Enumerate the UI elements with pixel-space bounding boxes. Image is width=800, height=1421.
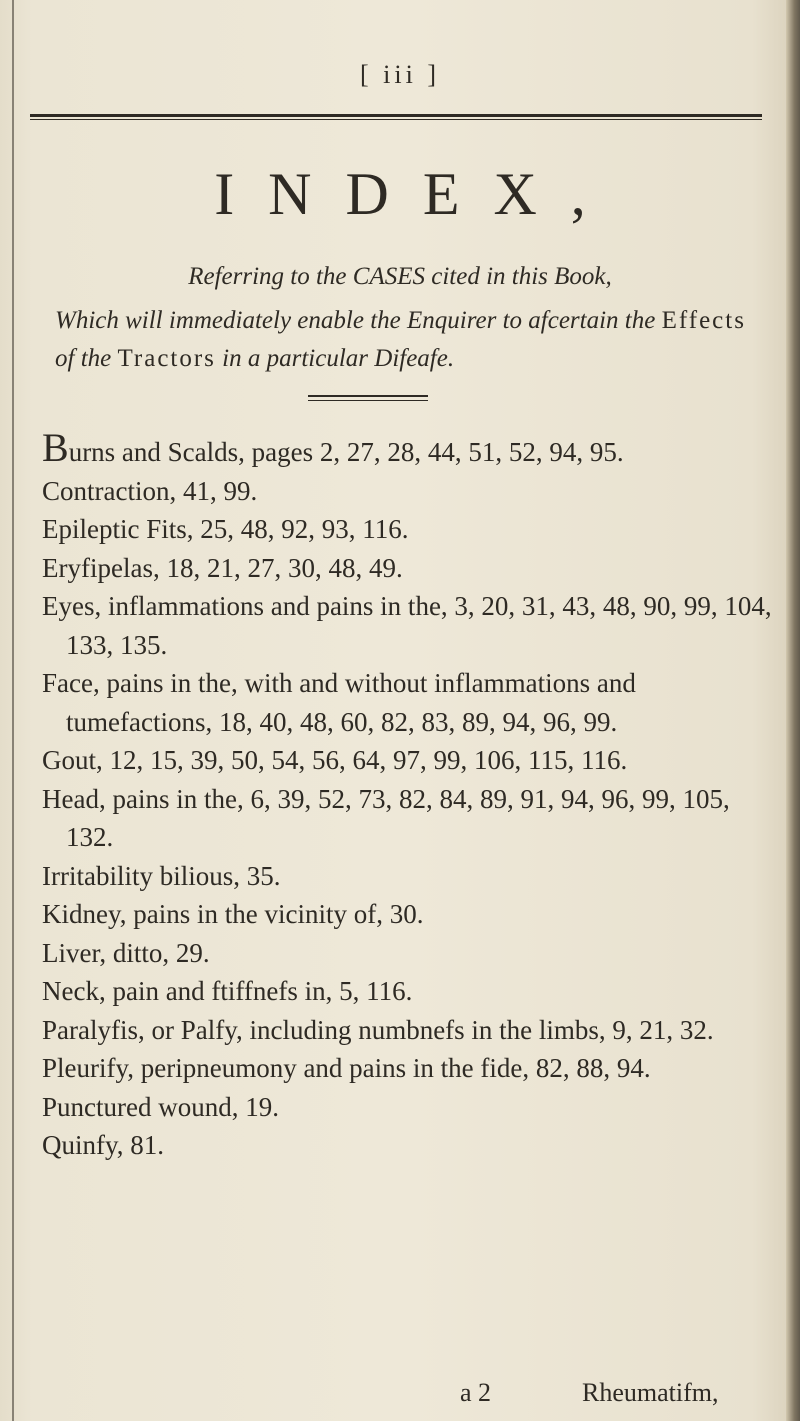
index-entry-eryfipelas: Eryfipelas, 18, 21, 27, 30, 48, 49. [42,552,403,583]
index-entry-irritability: Irritability bilious, 35. [42,860,281,891]
index-entry-epileptic-fits: Epileptic Fits, 25, 48, 92, 93, 116. [42,514,409,544]
subtitle-part-c: in a particular Difeafe. [215,345,455,372]
index-entry-gout: Gout, 12, 15, 39, 50, 54, 56, 64, 97, 99, 106, 115, 116. [42,745,628,775]
index-entry-quinfy: Quinfy, 81. [42,1130,164,1160]
index-entry-punctured-wound: Punctured wound, 19. [42,1091,279,1122]
index-entry-paralyfis: Paralyfis, or Palfy, including numbnefs in the limbs, 9, 21, 32. [42,1014,714,1045]
top-rule [30,114,762,120]
signature-mark: a 2 [460,1378,492,1407]
index-entry-kidney: Kidney, pains in the vicinity of, 30. [42,899,424,929]
page-number: [ iii ] [360,60,440,89]
drop-capital: B [42,425,69,470]
index-entry-neck: Neck, pain and ftiffnefs in, 5, 116. [42,976,413,1006]
index-entry-burns [42,425,782,472]
subtitle-part-b: of the [55,345,118,372]
index-entry-head: Head, pains in the, 6, 39, 52, 73, 82, 84, 89, 91, 94, 96, 99, 105, 132. [42,783,730,852]
index-entries [42,425,782,1165]
subtitle-part-a: Which will immediately enable the Enquirer to afcertain the [55,307,662,334]
index-entry-liver: Liver, ditto, 29. [42,937,210,968]
index-entry-eyes: Eyes, inflammations and pains in the, 3, 20, 31, 43, 48, 90, 99, 104, 133, 135. [42,591,772,660]
index-title: INDEX, [214,161,620,227]
section-rule [308,395,428,401]
subtitle-line-1: Referring to the CASES cited in this Book, [188,263,612,290]
subtitle-effects: Effects [661,307,746,334]
index-entry-face: Face, pains in the, with and without inflammations and tumefactions, 18, 40, 48, 60, 82, 83, 89, 94, 96, 99. [42,668,636,737]
index-entry-contraction: Contraction, 41, 99. [42,475,258,506]
subtitle-line-2 [55,302,770,378]
catchword: Rheumatifm, [582,1378,719,1407]
subtitle-tractors: Tractors [117,345,216,372]
index-entry-pleurify: Pleurify, peripneumony and pains in the fide, 82, 88, 94. [42,1053,651,1083]
entry-text: urns and Scalds, pages 2, 27, 28, 44, 51, 52, 94, 95. [68,437,624,467]
